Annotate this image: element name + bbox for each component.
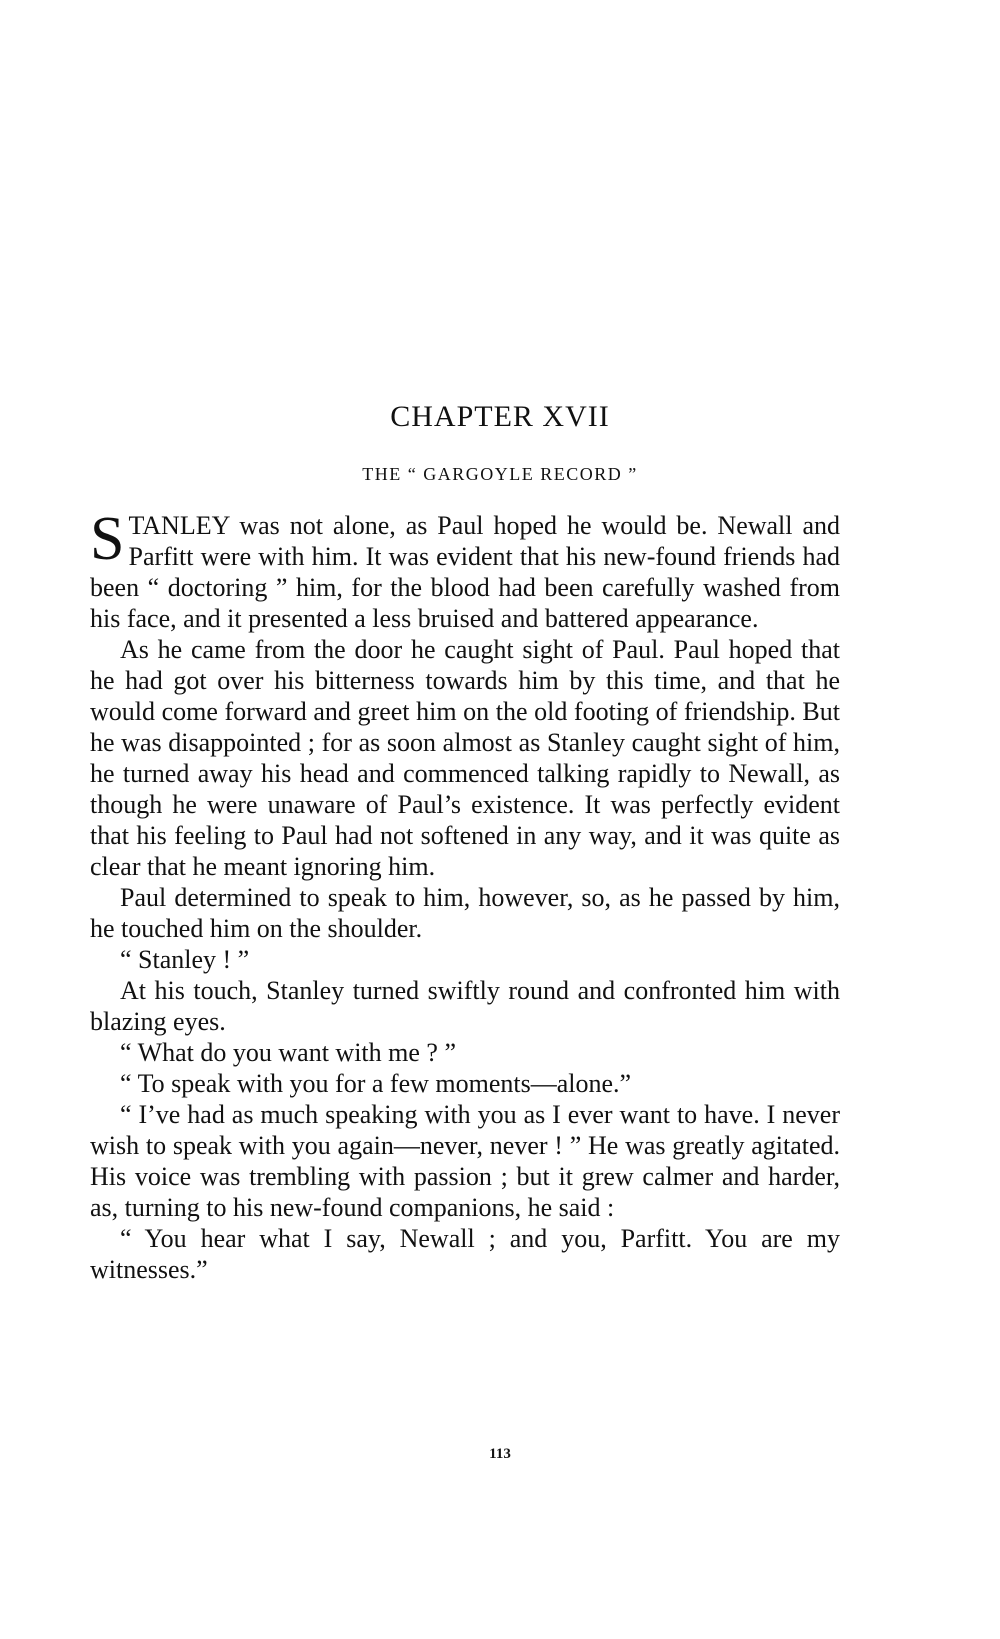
- paragraph-5: At his touch, Stanley turned swiftly round and confronted him with blazing eyes.: [90, 976, 840, 1036]
- page-number: 113: [489, 1446, 511, 1462]
- drop-cap: S: [90, 505, 125, 573]
- paragraph-3: Paul determined to speak to him, however, so, as he passed by him, he touched him on the shoulder.: [90, 883, 840, 943]
- paragraph-1: [90, 505, 840, 634]
- paragraph-2: As he came from the door he caught sight of Paul. Paul hoped that he had got over his bitterness towards him by this time, and that he would come forward and greet him on the old footing of friendship. But he was disappointed ; for as soon almost as Stanley caught sight of him, he turned away his head and commenced talking rapidly to Newall, as though he were unaware of Paul’s existence. It was perfectly evident that his feeling to Paul had not softened in any way, and it was quite as clear that he meant ignoring him.: [90, 635, 840, 881]
- paragraph-4: “ Stanley ! ”: [120, 945, 250, 974]
- paragraph-6: “ What do you want with me ? ”: [120, 1038, 456, 1067]
- paragraph-1-text: TANLEY was not alone, as Paul hoped he would be. Newall and Parfitt were with him. It was evident that his new-found friends had been “ doctoring ” him, for the blood had been carefully washed from his face, and it presented a less bruised and battered appearance.: [90, 511, 840, 633]
- chapter-subtitle: THE “ GARGOYLE RECORD ”: [362, 464, 638, 484]
- paragraph-9: “ You hear what I say, Newall ; and you, Parfitt. You are my witnesses.”: [90, 1224, 840, 1284]
- paragraph-7: “ To speak with you for a few moments—alone.”: [120, 1069, 632, 1098]
- chapter-body: [90, 505, 840, 1285]
- chapter-title: CHAPTER XVII: [390, 400, 610, 433]
- paragraph-8: “ I’ve had as much speaking with you as I ever want to have. I never wish to speak with you again—never, never ! ” He was greatly agitated. His voice was trembling with passion ; but it grew calmer and harder, as, turning to his new-found companions, he said :: [90, 1100, 840, 1222]
